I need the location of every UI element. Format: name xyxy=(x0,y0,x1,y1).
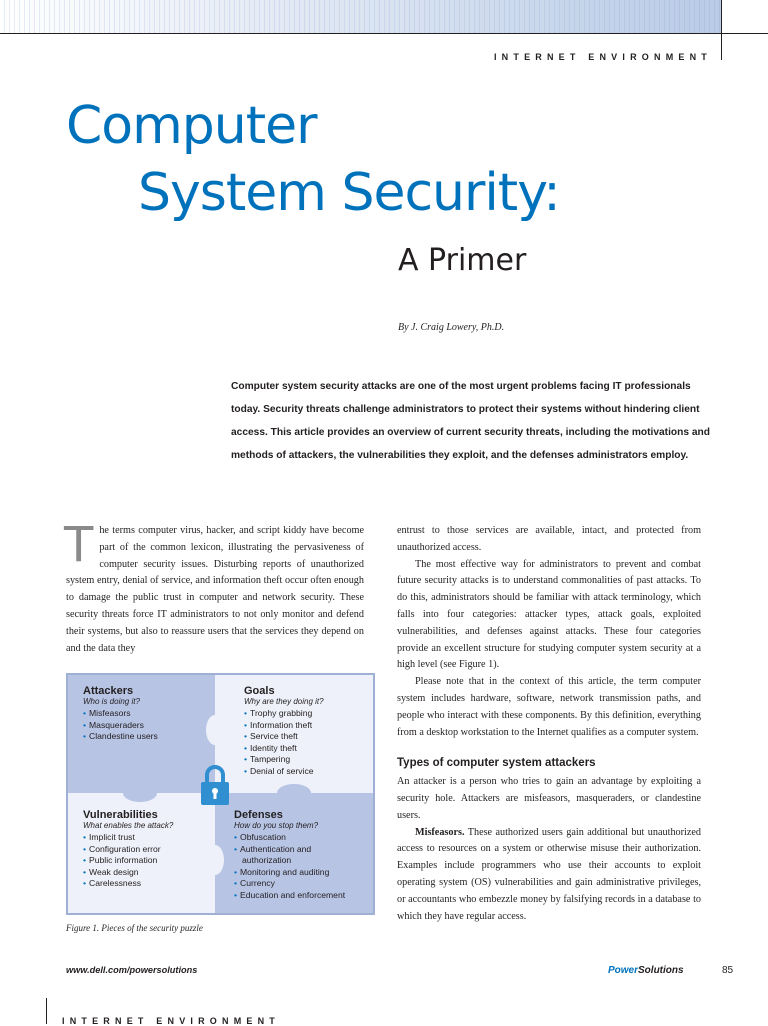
list-item: • Service theft xyxy=(244,731,324,743)
defenses-list xyxy=(234,832,345,901)
header-stripe-pattern xyxy=(0,0,722,33)
footer-brand-logo xyxy=(608,965,684,976)
page-number: 85 xyxy=(722,965,734,976)
article-subtitle: A Primer xyxy=(398,243,527,278)
defenses-subtitle: How do you stop them? xyxy=(234,821,319,830)
list-item: • Implicit trust xyxy=(83,832,173,844)
list-item: • Trophy grabbing xyxy=(244,708,324,720)
footer-vertical-rule xyxy=(46,998,47,1024)
dropcap: T xyxy=(64,517,94,573)
section-label-top: INTERNET ENVIRONMENT xyxy=(493,52,712,62)
col2-paragraph-5-text: These authorized users gain additional but unauthorized access to resources on a system or otherwise misuse their authorization. Examples include programmers who use their accounts to exploit operating system (OS) vulnerabilities and gain administrative privileges, or accountants who embezzle money by falsifying records in a database to which they have regular access. xyxy=(397,826,701,922)
list-item: • Obfuscation xyxy=(234,832,345,844)
list-item: • Education and enforcement xyxy=(234,890,345,902)
list-item-continuation xyxy=(234,855,345,867)
puzzle-tab-attackers xyxy=(123,784,157,802)
vulnerabilities-title: Vulnerabilities xyxy=(83,809,158,821)
defenses-block xyxy=(234,809,345,901)
brand-part-1: Power xyxy=(608,965,639,976)
col2-paragraph-2: The most effective way for administrators to prevent and combat future security attacks is to understand commonalities of past attacks. To do this, administrators should be familiar with attack terminology, which falls into four categories: attacker types, attack goals, exploited vulnerabilities, and defenses against attacks. These four categories provide an excellent structure for studying computer system security at a high level (see Figure 1). xyxy=(397,558,701,671)
security-puzzle-figure xyxy=(66,673,375,915)
section-heading: Types of computer system attackers xyxy=(397,757,596,770)
list-item: • Misfeasors xyxy=(83,708,158,720)
goals-block xyxy=(244,685,324,777)
attackers-block xyxy=(83,685,158,743)
list-item: • Configuration error xyxy=(83,844,173,856)
run-in-heading: Misfeasors. xyxy=(415,826,465,838)
list-item: • Denial of service xyxy=(244,766,324,778)
abstract: Computer system security attacks are one of the most urgent problems facing IT professionals today. Security threats challenge administrators to protect their systems without hindering client access. This article provides an overview of current security threats, including the motivations and methods of attackers, the vulnerabilities they exploit, and the defenses administrators employ. xyxy=(231,381,710,461)
section-label-bottom: INTERNET ENVIRONMENT xyxy=(62,1016,281,1026)
list-item: • Tampering xyxy=(244,754,324,766)
list-item: • Information theft xyxy=(244,720,324,732)
header-rule xyxy=(0,33,768,34)
header-vertical-rule xyxy=(721,0,722,60)
brand-part-2: Solutions xyxy=(638,965,684,976)
goals-subtitle: Why are they doing it? xyxy=(244,697,324,706)
attackers-title: Attackers xyxy=(83,685,134,697)
col2-paragraph-4: An attacker is a person who tries to gain an advantage by exploiting a security hole. Attackers are misfeasors, masqueraders, or clandestine users. xyxy=(397,776,701,821)
body-column-2 xyxy=(397,523,701,925)
list-item: • Monitoring and auditing xyxy=(234,867,345,879)
col2-paragraph-1: entrust to those services are available, intact, and protected from unauthorized access. xyxy=(397,525,701,553)
list-item: • Weak design xyxy=(83,867,173,879)
body-column-1 xyxy=(64,517,364,657)
byline: By J. Craig Lowery, Ph.D. xyxy=(398,322,505,333)
puzzle-tab-goals xyxy=(206,715,224,745)
col1-paragraph-1 xyxy=(64,517,364,657)
list-item: • Currency xyxy=(234,878,345,890)
col1-paragraph-1-text: he terms computer virus, hacker, and script kiddy have become part of the common lexicon, illustrating the pervasiveness of computer security issues. Disturbing reports of unauthorized system entry, denial of service, and information theft occur often enough to damage the public trust in computer and network security. These security threats force IT administrators to not only monitor and defend their systems, but also to reassure users that the services they depend on and the data they xyxy=(66,525,364,654)
vulnerabilities-subtitle: What enables the attack? xyxy=(83,821,174,830)
col2-paragraph-5 xyxy=(397,825,701,926)
list-item: • Carelessness xyxy=(83,878,173,890)
list-item: • Authentication and xyxy=(234,844,345,856)
attackers-list xyxy=(83,708,158,743)
defenses-title: Defenses xyxy=(234,809,283,821)
list-item: • Masqueraders xyxy=(83,720,158,732)
col2-paragraph-3: Please note that in the context of this article, the term computer system includes hardware, software, network transmission paths, and people who interact with these components. By this definition, everything from a desktop workstation to the Internet qualifies as a computer system. xyxy=(397,676,701,738)
footer-url: www.dell.com/powersolutions xyxy=(66,965,198,975)
list-item: • Identity theft xyxy=(244,743,324,755)
goals-title: Goals xyxy=(244,685,275,697)
puzzle-tab-defenses xyxy=(277,784,311,802)
vulnerabilities-list xyxy=(83,832,173,890)
article-title-line2: System Security: xyxy=(138,163,560,223)
attackers-subtitle: Who is doing it? xyxy=(83,697,140,706)
vulnerabilities-block xyxy=(83,809,173,890)
puzzle-tab-vulnerabilities xyxy=(206,845,224,875)
padlock-icon xyxy=(198,763,232,807)
goals-list xyxy=(244,708,324,777)
article-title-line1: Computer xyxy=(66,96,317,156)
list-item: • Clandestine users xyxy=(83,731,158,743)
figure-caption: Figure 1. Pieces of the security puzzle xyxy=(66,923,203,933)
list-item: • Public information xyxy=(83,855,173,867)
list-item-continuation-text: authorization xyxy=(242,855,292,865)
